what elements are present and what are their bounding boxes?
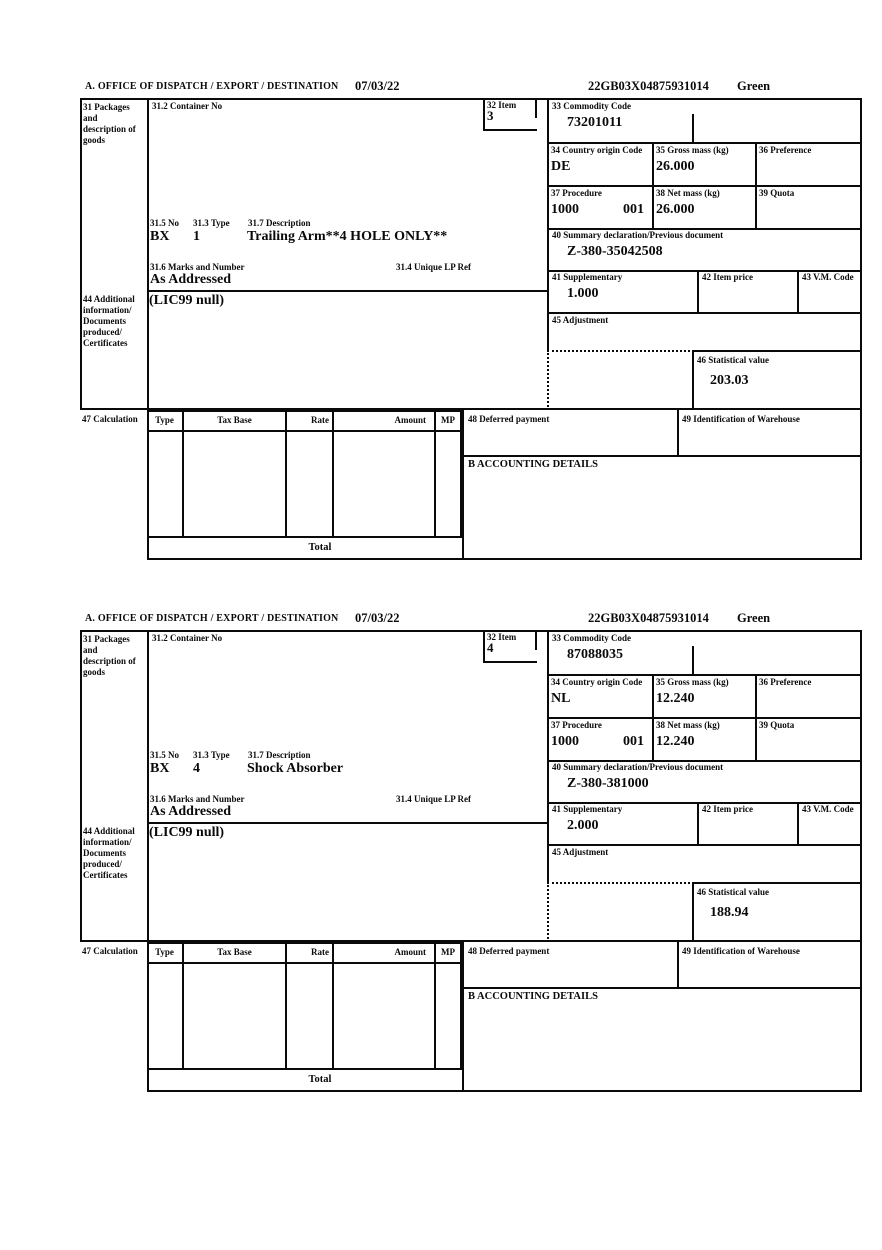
supplementary-units-value: 2.000 — [567, 818, 599, 833]
box-40-label: 40 Summary declaration/Previous document — [552, 230, 724, 240]
grid-line — [462, 455, 862, 457]
package-count-value: BX — [150, 229, 170, 244]
declaration-item-section — [80, 610, 862, 1094]
box-48-label: 48 Deferred payment — [468, 946, 550, 956]
box-34-label: 34 Country origin Code — [551, 677, 643, 687]
box-36-label: 36 Preference — [759, 677, 812, 687]
routing-status: Green — [737, 79, 771, 93]
box-31-6-label: 31.6 Marks and Number — [150, 794, 245, 804]
calc-header-amount: Amount — [394, 415, 426, 425]
grid-line — [535, 630, 537, 650]
statistical-value: 203.03 — [710, 373, 749, 388]
dotted-grid-line — [547, 350, 694, 352]
box-31-4-label: 31.4 Unique LP Ref — [396, 794, 472, 804]
grid-line — [697, 270, 699, 314]
grid-line — [535, 98, 537, 118]
box-31-label: 31 Packages and description of goods — [83, 102, 136, 145]
grid-line — [483, 129, 537, 131]
office-of-dispatch-label: A. OFFICE OF DISPATCH / EXPORT / DESTINATION — [85, 613, 339, 624]
grid-line — [547, 844, 862, 846]
calc-header-type: Type — [155, 415, 174, 425]
commodity-code-value: 73201011 — [567, 115, 623, 130]
calc-header-rate: Rate — [311, 947, 329, 957]
grid-line — [547, 142, 862, 144]
box-35-label: 35 Gross mass (kg) — [656, 145, 729, 155]
box-49-label: 49 Identification of Warehouse — [682, 414, 800, 424]
marks-and-numbers-value: As Addressed — [150, 272, 232, 287]
dispatch-date: 07/03/22 — [355, 79, 400, 93]
country-origin-value: DE — [551, 159, 571, 174]
box-43-label: 43 V.M. Code — [802, 804, 854, 814]
box-46-label: 46 Statistical value — [697, 355, 769, 365]
supplementary-units-value: 1.000 — [567, 286, 599, 301]
box-31-6-label: 31.6 Marks and Number — [150, 262, 245, 272]
commodity-code-subdivision-line — [692, 114, 694, 142]
box-31-3-label: 31.3 Type — [193, 750, 230, 760]
grid-line — [677, 942, 679, 987]
calc-header-mp: MP — [441, 415, 455, 425]
box-40-label: 40 Summary declaration/Previous document — [552, 762, 724, 772]
grid-line — [462, 942, 464, 1092]
gross-mass-value: 26.000 — [656, 159, 695, 174]
box-38-label: 38 Net mass (kg) — [656, 720, 720, 730]
marks-and-numbers-value: As Addressed — [150, 804, 232, 819]
box-36-label: 36 Preference — [759, 145, 812, 155]
box-31-4-label: 31.4 Unique LP Ref — [396, 262, 472, 272]
grid-line — [860, 942, 862, 1092]
grid-line — [483, 661, 537, 663]
procedure-code-value: 1000 — [551, 734, 579, 749]
previous-document-value: Z-380-381000 — [567, 776, 649, 791]
box-45-label: 45 Adjustment — [552, 315, 609, 325]
declaration-reference: 22GB03X04875931014 — [588, 611, 709, 625]
box-33-label: 33 Commodity Code — [552, 101, 631, 111]
grid-line — [147, 538, 149, 560]
box-38-label: 38 Net mass (kg) — [656, 188, 720, 198]
box-44-label: 44 Additional information/ Documents produced/ Certificates — [83, 294, 135, 348]
calc-header-type: Type — [155, 947, 174, 957]
package-type-value: 4 — [193, 761, 200, 776]
routing-status: Green — [737, 611, 771, 625]
additional-information-value: (LIC99 null) — [149, 293, 225, 308]
box-37-label: 37 Procedure — [551, 188, 602, 198]
declaration-item-section — [80, 78, 862, 562]
box-31-7-label: 31.7 Description — [248, 218, 311, 228]
total-label: Total — [308, 1074, 332, 1085]
box-45-label: 45 Adjustment — [552, 847, 609, 857]
grid-line — [860, 410, 862, 560]
commodity-code-value: 87088035 — [567, 647, 623, 662]
grid-line — [797, 802, 799, 846]
dotted-grid-line — [547, 350, 549, 410]
grid-line — [147, 630, 149, 942]
previous-document-value: Z-380-35042508 — [567, 244, 663, 259]
grid-line — [147, 430, 462, 432]
box-32-label: 32 Item — [487, 632, 517, 642]
box-41-label: 41 Supplementary — [552, 272, 623, 282]
grid-line — [797, 270, 799, 314]
grid-line — [462, 987, 862, 989]
statistical-value: 188.94 — [710, 905, 749, 920]
dispatch-date: 07/03/22 — [355, 611, 400, 625]
procedure-code-2-value: 001 — [623, 202, 644, 217]
box-43-label: 43 V.M. Code — [802, 272, 854, 282]
grid-line — [692, 350, 862, 352]
accounting-details-label: B ACCOUNTING DETAILS — [468, 459, 598, 470]
grid-line — [692, 350, 694, 410]
box-31-2-label: 31.2 Container No — [152, 101, 223, 111]
grid-line — [483, 630, 485, 663]
grid-line — [483, 98, 485, 131]
grid-line — [692, 882, 694, 942]
calc-header-tax-base: Tax Base — [217, 415, 252, 425]
box-31-7-label: 31.7 Description — [248, 750, 311, 760]
grid-line — [147, 98, 149, 410]
calc-header-tax-base: Tax Base — [217, 947, 252, 957]
box-35-label: 35 Gross mass (kg) — [656, 677, 729, 687]
office-of-dispatch-label: A. OFFICE OF DISPATCH / EXPORT / DESTINATION — [85, 81, 339, 92]
accounting-details-label: B ACCOUNTING DETAILS — [468, 991, 598, 1002]
box-31-2-label: 31.2 Container No — [152, 633, 223, 643]
procedure-code-value: 1000 — [551, 202, 579, 217]
calc-header-rate: Rate — [311, 415, 329, 425]
goods-description-value: Trailing Arm**4 HOLE ONLY** — [247, 229, 448, 244]
dotted-grid-line — [547, 882, 549, 942]
box-46-label: 46 Statistical value — [697, 887, 769, 897]
box-31-label: 31 Packages and description of goods — [83, 634, 136, 677]
additional-information-value: (LIC99 null) — [149, 825, 225, 840]
box-48-label: 48 Deferred payment — [468, 414, 550, 424]
grid-line — [147, 1070, 149, 1092]
item-number-value: 4 — [487, 640, 494, 655]
box-44-label: 44 Additional information/ Documents produced/ Certificates — [83, 826, 135, 880]
box-37-label: 37 Procedure — [551, 720, 602, 730]
grid-line — [147, 290, 547, 292]
procedure-code-2-value: 001 — [623, 734, 644, 749]
grid-line — [547, 312, 862, 314]
grid-line — [547, 185, 862, 187]
grid-line — [677, 410, 679, 455]
box-41-label: 41 Supplementary — [552, 804, 623, 814]
dotted-grid-line — [547, 882, 694, 884]
grid-line — [147, 822, 547, 824]
box-42-label: 42 Item price — [702, 272, 753, 282]
grid-line — [547, 717, 862, 719]
box-31-5-label: 31.5 No — [150, 218, 179, 228]
grid-line — [147, 962, 462, 964]
total-label: Total — [308, 542, 332, 553]
box-34-label: 34 Country origin Code — [551, 145, 643, 155]
net-mass-value: 12.240 — [656, 734, 695, 749]
grid-line — [462, 410, 464, 560]
declaration-reference: 22GB03X04875931014 — [588, 79, 709, 93]
package-type-value: 1 — [193, 229, 200, 244]
gross-mass-value: 12.240 — [656, 691, 695, 706]
calc-header-mp: MP — [441, 947, 455, 957]
grid-line — [697, 802, 699, 846]
calc-header-amount: Amount — [394, 947, 426, 957]
box-33-label: 33 Commodity Code — [552, 633, 631, 643]
grid-line — [547, 674, 862, 676]
box-39-label: 39 Quota — [759, 188, 795, 198]
grid-line — [692, 882, 862, 884]
net-mass-value: 26.000 — [656, 202, 695, 217]
goods-description-value: Shock Absorber — [247, 761, 344, 776]
commodity-code-subdivision-line — [692, 646, 694, 674]
box-31-5-label: 31.5 No — [150, 750, 179, 760]
box-47-label: 47 Calculation — [82, 946, 138, 956]
grid-line — [147, 558, 862, 560]
grid-line — [147, 1090, 862, 1092]
box-39-label: 39 Quota — [759, 720, 795, 730]
country-origin-value: NL — [551, 691, 571, 706]
box-49-label: 49 Identification of Warehouse — [682, 946, 800, 956]
box-47-label: 47 Calculation — [82, 414, 138, 424]
box-42-label: 42 Item price — [702, 804, 753, 814]
box-31-3-label: 31.3 Type — [193, 218, 230, 228]
package-count-value: BX — [150, 761, 170, 776]
item-number-value: 3 — [487, 108, 494, 123]
box-32-label: 32 Item — [487, 100, 517, 110]
